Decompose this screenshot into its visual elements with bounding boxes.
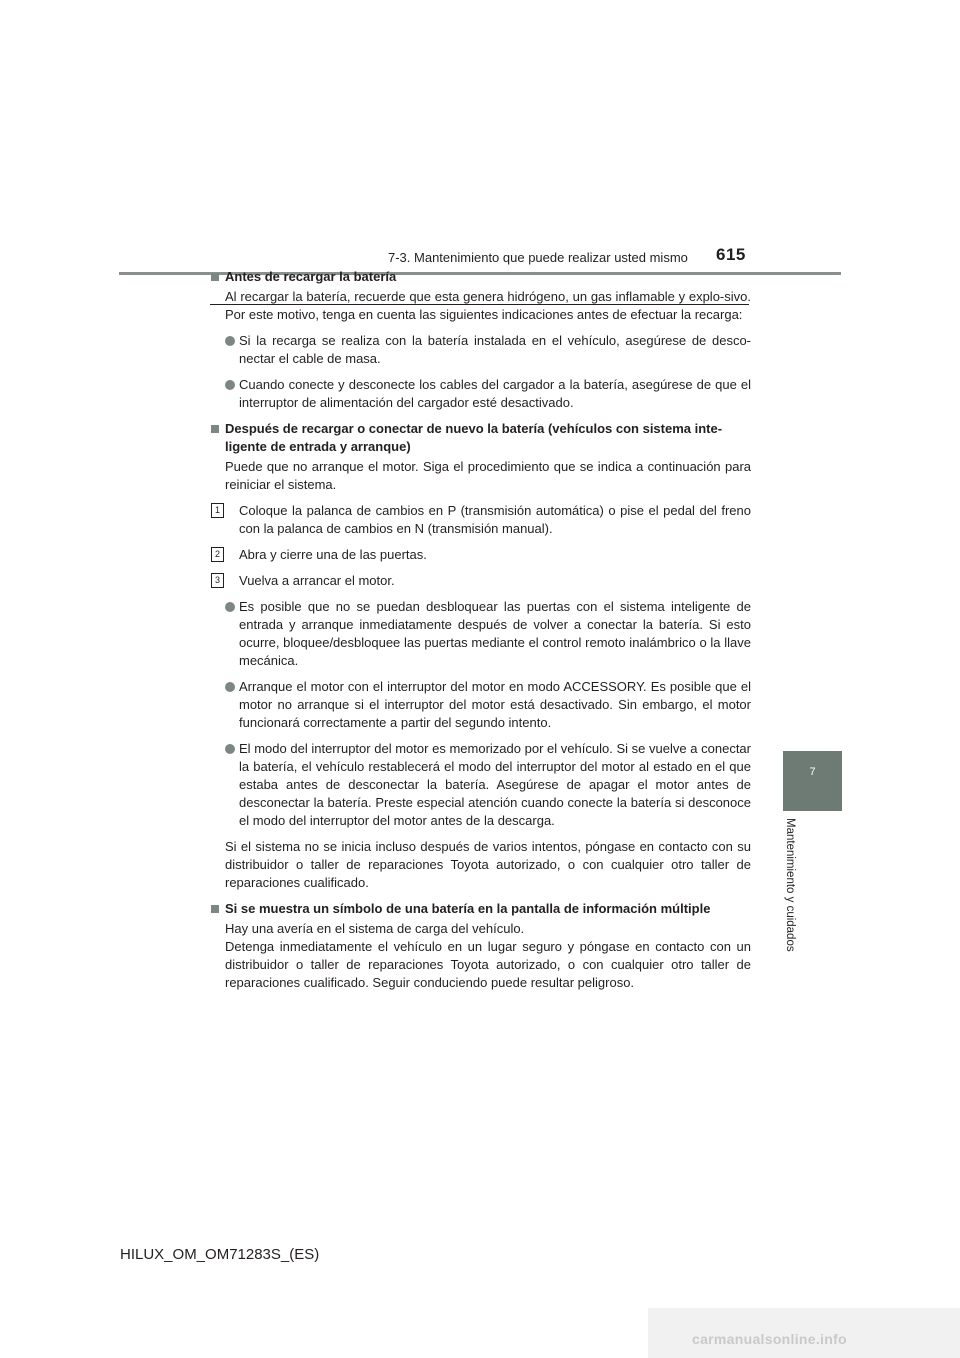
paragraph: Detenga inmediatamente el vehículo en un lugar seguro y póngase en contacto con un distribuidor o taller de reparaciones Toyota autorizado, o con cualquier otro taller de reparaciones cualificado. Seguir conduciendo puede resultar peligroso. (225, 939, 751, 990)
square-bullet-icon (211, 905, 219, 913)
step-number: 2 (211, 547, 224, 562)
section-heading: Si se muestra un símbolo de una batería en la pantalla de información múltiple (211, 900, 751, 918)
circle-bullet-icon (225, 602, 235, 612)
page-body (211, 268, 751, 1000)
list-item: El modo del interruptor del motor es memorizado por el vehículo. Si se vuelve a conectar la batería, el vehículo restablecerá el modo del interruptor del motor al estado en el que estaba antes de desconectar la batería. Asegúrese de apagar el motor antes de desconectar la batería. Preste especial atención cuando conecte la batería si desconoce el modo del interruptor del motor antes de la descarga. (225, 740, 751, 830)
circle-bullet-icon (225, 744, 235, 754)
chapter-tab (783, 751, 842, 811)
list-item: Es posible que no se puedan desbloquear las puertas con el sistema inteligente de entrada y arranque inmediatamente después de volver a conectar la batería. Si esto ocurre, bloquee/desbloquee las puertas mediante el control remoto inalámbrico o la llave mecánica. (225, 598, 751, 670)
paragraph: Al recargar la batería, recuerde que esta genera hidrógeno, un gas inflamable y explo-sivo. Por este motivo, tenga en cuenta las siguientes indicaciones antes de efectuar la recarga: (225, 289, 751, 322)
square-bullet-icon (211, 425, 219, 433)
paragraph: Puede que no arranque el motor. Siga el procedimiento que se indica a continuación para reiniciar el sistema. (225, 459, 751, 492)
step-item: 2 Abra y cierre una de las puertas. (225, 546, 751, 564)
step-item: 1 Coloque la palanca de cambios en P (transmisión automática) o pise el pedal del freno con la palanca de cambios en N (transmisión manual). (225, 502, 751, 538)
chapter-tab-label: Mantenimiento y cuidados (784, 818, 796, 952)
list-item: Cuando conecte y desconecte los cables del cargador a la batería, asegúrese de que el interruptor de alimentación del cargador esté desactivado. (225, 376, 751, 412)
section-heading: Después de recargar o conectar de nuevo la batería (vehículos con sistema inte-ligente de entrada y arranque) (211, 420, 751, 456)
page-number: 615 (716, 245, 746, 264)
document-id: HILUX_OM_OM71283S_(ES) (120, 1246, 320, 1263)
list-item: Arranque el motor con el interruptor del motor en modo ACCESSORY. Es posible que el motor no arranque si el interruptor del motor está desactivado. Sin embargo, el motor funcionará correctamente a partir del segundo intento. (225, 678, 751, 732)
chapter-tab-number: 7 (809, 766, 816, 778)
paragraph: Si el sistema no se inicia incluso después de varios intentos, póngase en contacto con su distribuidor o taller de reparaciones Toyota autorizado, o con cualquier otro taller de reparaciones cualificado. (225, 839, 751, 890)
step-number: 1 (211, 503, 224, 518)
step-item: 3 Vuelva a arrancar el motor. (225, 572, 751, 590)
square-bullet-icon (211, 273, 219, 281)
list-item: Si la recarga se realiza con la batería instalada en el vehículo, asegúrese de desco-nectar el cable de masa. (225, 332, 751, 368)
section-heading: Antes de recargar la batería (211, 268, 751, 286)
circle-bullet-icon (225, 682, 235, 692)
chapter-title: 7-3. Mantenimiento que puede realizar usted mismo (388, 250, 688, 265)
watermark: carmanualsonline.info (692, 1331, 847, 1347)
paragraph: Hay una avería en el sistema de carga del vehículo. (225, 921, 525, 936)
circle-bullet-icon (225, 380, 235, 390)
step-number: 3 (211, 573, 224, 588)
circle-bullet-icon (225, 336, 235, 346)
